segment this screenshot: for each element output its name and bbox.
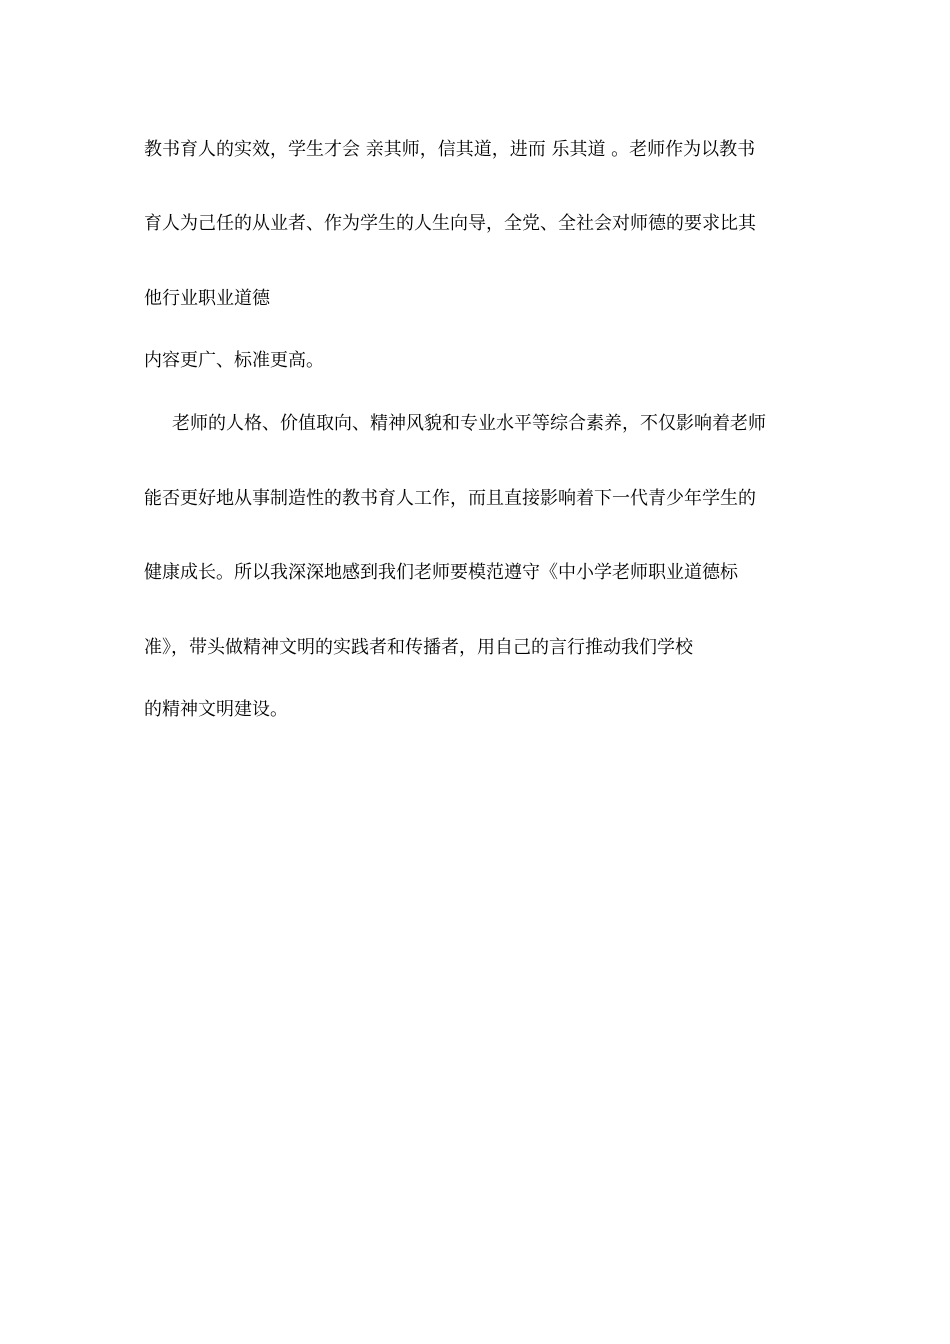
paragraph-line-8: 准》，带头做精神文明的实践者和传播者，用自己的言行推动我们学校 — [144, 637, 693, 658]
paragraph-line-4: 内容更广、标准更高。 — [144, 350, 324, 371]
paragraph-line-3: 他行业职业道德 — [144, 288, 270, 309]
paragraph-line-2: 育人为己任的从业者、作为学生的人生向导，全党、全社会对师德的要求比其 — [144, 213, 756, 234]
paragraph-line-7: 健康成长。所以我深深地感到我们老师要模范遵守《中小学老师职业道德标 — [144, 562, 738, 583]
paragraph-line-6: 能否更好地从事制造性的教书育人工作，而且直接影响着下一代青少年学生的 — [144, 488, 756, 509]
paragraph-line-9: 的精神文明建设。 — [144, 699, 288, 720]
paragraph-line-1: 教书育人的实效，学生才会 亲其师，信其道，进而 乐其道 。老师作为以教书 — [144, 139, 756, 160]
paragraph-line-5: 老师的人格、价值取向、精神风貌和专业水平等综合素养，不仅影响着老师 — [172, 413, 766, 434]
